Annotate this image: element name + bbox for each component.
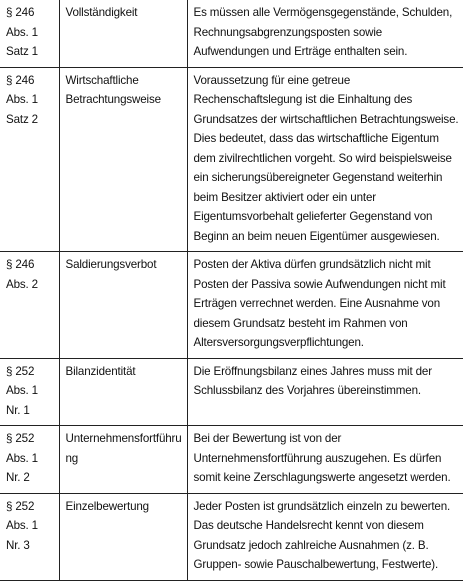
reference-line: § 246 <box>6 258 35 271</box>
reference-line: § 246 <box>6 73 35 87</box>
reference-cell <box>0 426 59 494</box>
reference-cell <box>0 67 59 252</box>
reference-line: Abs. 2 <box>6 277 38 291</box>
table-row <box>0 358 463 426</box>
principle-description-cell: Posten der Aktiva dürfen grundsätzlich nicht mit Posten der Passiva sowie Aufwendungen nicht mit Erträgen verrechnet werden. Eine Ausnahme von diesem Grundsatz besteht im Rahmen von Altersversorgungsverpflichtungen. <box>187 252 463 359</box>
reference-line: Abs. 1 <box>6 25 38 39</box>
principle-description-cell: Voraussetzung für eine getreue Rechenschaftslegung ist die Einhaltung des Grundsatzes der wirtschaftlichen Betrachtungsweise. Dies bedeutet, dass das wirtschaftliche Eigentum dem zivilrechtlichen vorgeht. So wird beispielsweise ein sicherungsübereigneter Gegenstand weiterhin beim Besitzer aktiviert oder ein unter Eigentumsvorbehalt gelieferter Gegenstand von Beginn an beim neuen Eigentümer ausgewiesen. <box>187 67 463 252</box>
reference-cell <box>0 252 59 359</box>
principle-name-cell: Wirtschaftliche Betrachtungsweise <box>59 67 187 252</box>
principle-name-cell: Unternehmensfortführung <box>59 426 187 494</box>
reference-line: Satz 1 <box>6 45 38 58</box>
principle-description-cell: Es müssen alle Vermögensgegenstände, Schulden, Rechnungsabgrenzungsposten sowie Aufwendungen und Erträge enthalten sein. <box>187 0 463 67</box>
table-row <box>0 67 463 252</box>
principle-name-cell: Einzelbewertung <box>59 493 187 580</box>
table-row <box>0 426 463 494</box>
table-row <box>0 0 463 67</box>
reference-line: Satz 2 <box>6 112 38 126</box>
reference-line: Abs. 1 Nr. 3 <box>6 519 38 552</box>
reference-line: § 252 <box>6 364 35 378</box>
principle-name-cell: Bilanzidentität <box>59 358 187 426</box>
principle-description-cell: Die Eröffnungsbilanz eines Jahres muss mit der Schlussbilanz des Vorjahres übereinstimmen. <box>187 358 463 426</box>
reference-line: § 252 <box>6 432 35 445</box>
reference-cell <box>0 0 59 67</box>
reference-line: Abs. 1 Nr. 1 <box>6 384 38 417</box>
table-row <box>0 493 463 580</box>
reference-line: Abs. 1 <box>6 93 38 106</box>
reference-line: § 252 <box>6 499 35 513</box>
principle-name-cell: Saldierungsverbot <box>59 252 187 359</box>
reference-cell <box>0 493 59 580</box>
principle-description-cell: Jeder Posten ist grundsätzlich einzeln zu bewerten. Das deutsche Handelsrecht kennt von diesem Grundsatz jedoch zahlreiche Ausnahmen (z. B. Gruppen- sowie Pauschalbewertung, Festwerte). <box>187 493 463 580</box>
reference-line: Abs. 1 Nr. 2 <box>6 451 38 484</box>
principle-name-cell: Vollständigkeit <box>59 0 187 67</box>
table-row <box>0 252 463 359</box>
principle-description-cell: Bei der Bewertung ist von der Unternehmensfortführung auszugehen. Es dürfen somit keine Zerschlagungswerte angesetzt werden. <box>187 426 463 494</box>
reference-line: § 246 <box>6 6 35 19</box>
reference-cell <box>0 358 59 426</box>
